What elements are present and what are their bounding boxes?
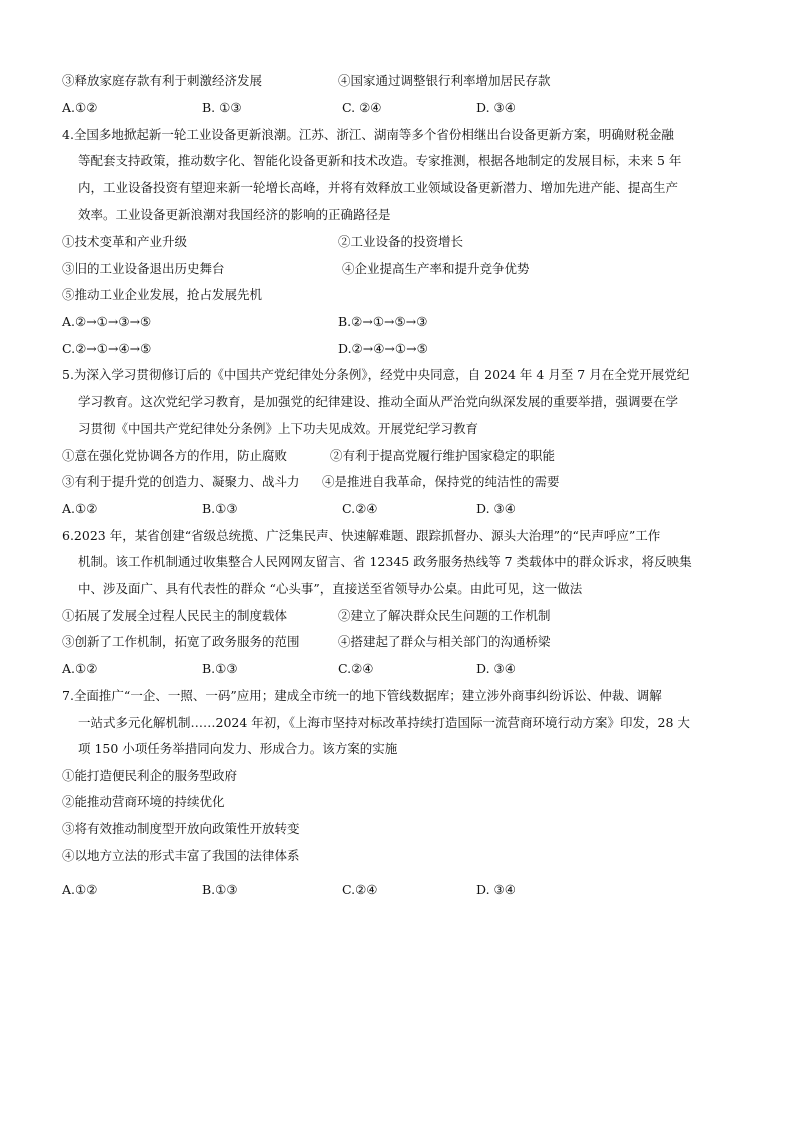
- carry-option-b: B. ①③: [202, 100, 242, 115]
- q5-option-a: A.①②: [62, 501, 98, 516]
- q6-option-d: D. ③④: [476, 661, 516, 676]
- q6-stem-line-3: 中、涉及面广、具有代表性的群众 “心头事”，直接送至省领导办公桌。由此可见，这一做法: [78, 581, 583, 596]
- q4-option-d: D.②→④→①→⑤: [338, 341, 428, 356]
- carry-statement-3: ③释放家庭存款有利于刺激经济发展: [62, 73, 263, 88]
- q6-statement-2: ②建立了解决群众民生问题的工作机制: [338, 608, 551, 623]
- q5-stem-line-2: 学习教育。这次党纪学习教育，是加强党的纪律建设、推动全面从严治党向纵深发展的重要举措，强调要在学: [78, 394, 679, 409]
- q5-option-c: C.②④: [342, 501, 378, 516]
- q5-stem-line-1: 5.为深入学习贯彻修订后的《中国共产党纪律处分条例》，经党中央同意，自 2024 年 4 月至 7 月在全党开展党纪: [62, 367, 690, 382]
- q7-stem-line-2: 一站式多元化解机制……2024 年初，《上海市坚持对标改革持续打造国际一流营商环境行动方案》印发，28 大: [78, 715, 690, 730]
- q6-statement-4: ④搭建起了群众与相关部门的沟通桥梁: [338, 634, 551, 649]
- q4-option-b: B.②→①→⑤→③: [338, 314, 428, 329]
- q5-statement-2: ②有利于提高党履行维护国家稳定的职能: [330, 448, 556, 463]
- q6-stem-line-1: 6.2023 年，某省创建“省级总统揽、广泛集民声、快速解难题、跟踪抓督办、源头大治理”的“民声呼应”工作: [62, 528, 661, 543]
- q7-statement-1: ①能打造便民利企的服务型政府: [62, 768, 238, 783]
- q7-option-c: C.②④: [342, 882, 378, 897]
- q5-option-b: B.①③: [202, 501, 238, 516]
- q5-option-d: D. ③④: [476, 501, 516, 516]
- q5-statement-4: ④是推进自我革命，保持党的纯洁性的需要: [322, 474, 560, 489]
- q4-option-a: A.②→①→③→⑤: [62, 314, 152, 329]
- q4-stem-line-2: 等配套支持政策，推动数字化、智能化设备更新和技术改造。专家推测，根据各地制定的发展目标，未来 5 年: [78, 153, 682, 168]
- q7-statement-4: ④以地方立法的形式丰富了我国的法律体系: [62, 848, 300, 863]
- q4-statement-2: ②工业设备的投资增长: [338, 234, 464, 249]
- carry-option-d: D. ③④: [476, 100, 516, 115]
- carry-statement-4: ④国家通过调整银行利率增加居民存款: [338, 73, 551, 88]
- q5-statement-1: ①意在强化党协调各方的作用，防止腐败: [62, 448, 288, 463]
- q6-statement-1: ①拓展了发展全过程人民民主的制度载体: [62, 608, 288, 623]
- q6-option-a: A.①②: [62, 661, 98, 676]
- q7-statement-3: ③将有效推动制度型开放向政策性开放转变: [62, 821, 300, 836]
- q7-statement-2: ②能推动营商环境的持续优化: [62, 794, 225, 809]
- q4-statement-4: ④企业提高生产率和提升竞争优势: [342, 261, 530, 276]
- q6-stem-line-2: 机制。该工作机制通过收集整合人民网网友留言、省 12345 政务服务热线等 7 类载体中的群众诉求，将反映集: [78, 554, 692, 569]
- q4-option-c: C.②→①→④→⑤: [62, 341, 152, 356]
- carry-option-a: A.①②: [62, 100, 98, 115]
- q5-statement-3: ③有利于提升党的创造力、凝聚力、战斗力: [62, 474, 300, 489]
- q6-statement-3: ③创新了工作机制，拓宽了政务服务的范围: [62, 634, 300, 649]
- q4-stem-line-3: 内，工业设备投资有望迎来新一轮增长高峰，并将有效释放工业领域设备更新潜力、增加先进产能、提高生产: [78, 180, 679, 195]
- q5-stem-line-3: 习贯彻《中国共产党纪律处分条例》上下功夫见成效。开展党纪学习教育: [78, 421, 479, 436]
- q7-stem-line-3: 项 150 小项任务举措同向发力、形成合力。该方案的实施: [78, 741, 398, 756]
- q4-statement-5: ⑤推动工业企业发展，抢占发展先机: [62, 287, 263, 302]
- q4-statement-1: ①技术变革和产业升级: [62, 234, 188, 249]
- q7-option-b: B.①③: [202, 882, 238, 897]
- q6-option-c: C.②④: [338, 661, 374, 676]
- q4-statement-3: ③旧的工业设备退出历史舞台: [62, 261, 225, 276]
- q7-stem-line-1: 7.全面推广“一企、一照、一码”应用；建成全市统一的地下管线数据库；建立涉外商事纠纷诉讼、仲裁、调解: [62, 688, 662, 703]
- q4-stem-line-4: 效率。工业设备更新浪潮对我国经济的影响的正确路径是: [78, 207, 391, 222]
- q6-option-b: B.①③: [202, 661, 238, 676]
- q7-option-d: D. ③④: [476, 882, 516, 897]
- q4-stem-line-1: 4.全国多地掀起新一轮工业设备更新浪潮。江苏、浙江、湖南等多个省份相继出台设备更新方案，明确财税金融: [62, 127, 674, 142]
- q7-option-a: A.①②: [62, 882, 98, 897]
- carry-option-c: C. ②④: [342, 100, 382, 115]
